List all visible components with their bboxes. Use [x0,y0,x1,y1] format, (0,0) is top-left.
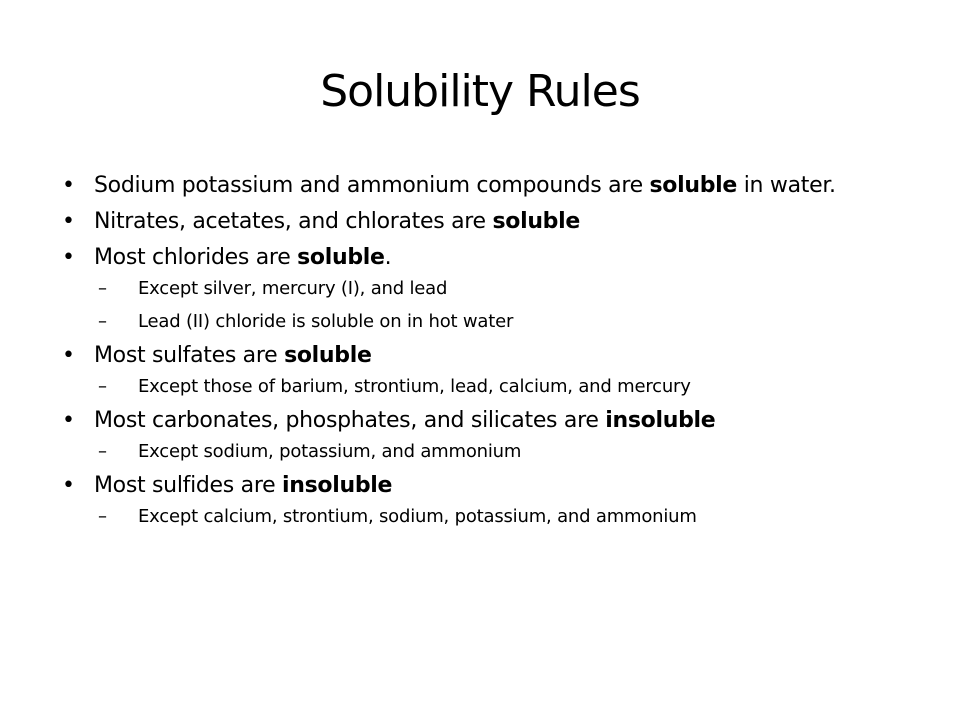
bullet-emphasis: soluble [297,245,385,270]
sub-item [94,506,910,528]
bullet-emphasis: soluble [649,173,738,198]
bullet-emphasis: soluble [492,209,580,234]
sub-item-text: Except sodium, potassium, and ammonium [138,441,522,462]
bullet-text: Most sulfates are [94,343,285,368]
sub-list [94,441,910,463]
dash-icon: – [98,441,107,462]
sub-item-text: Except silver, mercury (I), and lead [138,278,448,299]
sub-list [94,376,910,398]
bullet-text: Sodium potassium and ammonium compounds are [94,173,650,198]
bullet-text-end: in water. [737,173,836,198]
bullet-emphasis: insoluble [605,408,716,433]
dash-icon: – [98,278,107,299]
bullet-icon: • [62,408,75,433]
bullet-icon: • [62,173,75,198]
dash-icon: – [98,311,107,332]
bullet-emphasis: soluble [284,343,372,368]
bullet-emphasis: insoluble [282,473,393,498]
bullet-text: Most sulfides are [94,473,283,498]
slide-title: Solubility Rules [320,66,640,117]
bullet-icon: • [62,343,75,368]
bullet-item [60,208,910,235]
sub-list [94,278,910,333]
bullet-text: Most chlorides are [94,245,298,270]
bullet-icon: • [62,473,75,498]
bullet-text: Nitrates, acetates, and chlorates are [94,209,493,234]
bullet-list [60,172,910,537]
sub-item-text: Lead (II) chloride is soluble on in hot water [138,311,514,332]
bullet-item [60,407,910,463]
dash-icon: – [98,506,107,527]
bullet-icon: • [62,209,75,234]
bullet-item [60,172,910,199]
sub-list [94,506,910,528]
sub-item [94,278,910,300]
sub-item [94,376,910,398]
sub-item [94,441,910,463]
sub-item-text: Except those of barium, strontium, lead, calcium, and mercury [138,376,691,397]
bullet-text: Most carbonates, phosphates, and silicates are [94,408,606,433]
bullet-item [60,342,910,398]
bullet-item [60,472,910,528]
sub-item-text: Except calcium, strontium, sodium, potassium, and ammonium [138,506,697,527]
bullet-item [60,244,910,333]
bullet-icon: • [62,245,75,270]
dash-icon: – [98,376,107,397]
bullet-text-end: . [384,245,392,270]
sub-item [94,311,910,333]
